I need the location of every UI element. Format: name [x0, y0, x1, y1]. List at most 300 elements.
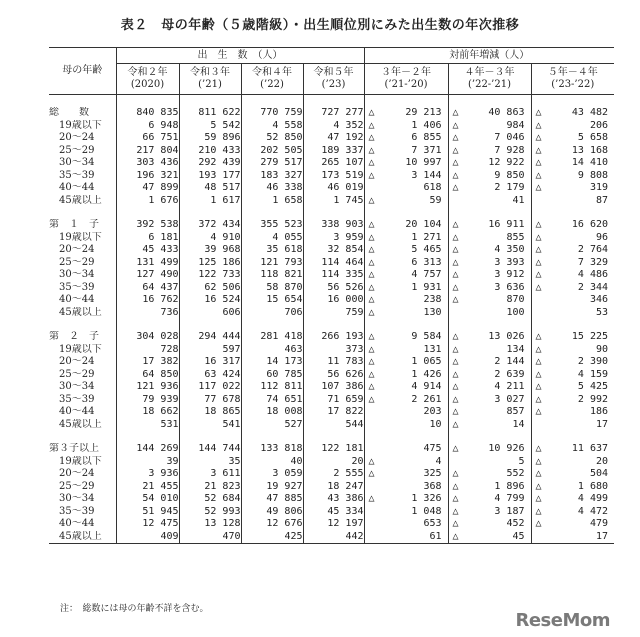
births-cell: 74 651 [241, 394, 303, 407]
change-value: 13 168 [571, 144, 609, 156]
births-cell: 840 835 [136, 107, 179, 118]
decrease-mark: △ [368, 169, 375, 181]
decrease-mark: △ [368, 132, 375, 143]
table-row [49, 232, 614, 245]
decrease-mark: △ [452, 244, 459, 255]
row-label: 30～34 [49, 269, 116, 282]
decrease-mark: △ [535, 443, 542, 454]
births-cell: 355 523 [241, 219, 303, 232]
change-cell [364, 170, 448, 183]
change-cell [364, 269, 448, 282]
decrease-mark: △ [535, 281, 542, 293]
decrease-mark: △ [368, 256, 375, 268]
table-row [49, 257, 614, 270]
year-header: 令和５年 (’23) [303, 64, 364, 95]
change-cell [531, 381, 614, 394]
decrease-mark: △ [452, 281, 459, 293]
change-value: 20 [595, 455, 609, 467]
decrease-mark: △ [535, 256, 542, 268]
spacer-cell [49, 319, 116, 331]
row-label: 40～44 [49, 518, 116, 531]
change-cell [531, 468, 614, 481]
change-value: 1 406 [411, 119, 442, 131]
births-cell: 196 321 [136, 169, 179, 181]
spacer-cell [364, 431, 448, 443]
change-value: 618 [423, 182, 442, 193]
row-label: 第 １ 子 [49, 219, 116, 232]
spacer-cell [364, 95, 448, 108]
spacer-cell [448, 431, 531, 443]
row-label: 45歳以上 [49, 419, 116, 432]
births-cell: 392 538 [136, 219, 179, 230]
change-cell [531, 531, 614, 544]
change-cell [448, 369, 531, 382]
decrease-mark: △ [368, 231, 375, 243]
table-row [49, 120, 614, 133]
births-cell: 4 558 [241, 120, 303, 133]
births-cell: 338 903 [303, 219, 364, 232]
decrease-mark: △ [535, 393, 542, 405]
decrease-mark: △ [535, 480, 542, 492]
change-cell [448, 145, 531, 158]
decrease-mark: △ [368, 281, 375, 293]
change-cell [531, 132, 614, 145]
change-value: 45 [512, 530, 525, 542]
decrease-mark: △ [535, 343, 542, 355]
change-cell [531, 232, 614, 245]
change-cell [364, 468, 448, 481]
births-cell: 52 850 [241, 132, 303, 145]
decrease-mark: △ [368, 294, 375, 305]
births-cell: 265 107 [303, 157, 364, 170]
births-cell: 4 055 [241, 232, 303, 245]
births-cell: 39 968 [179, 244, 241, 257]
births-cell: 63 424 [179, 369, 241, 382]
births-cell: 202 505 [241, 145, 303, 158]
change-header: ３年－２年 (’21-’20) [364, 64, 448, 95]
decrease-mark: △ [368, 331, 375, 342]
change-value: 653 [423, 518, 442, 529]
row-label: 35～39 [49, 394, 116, 407]
births-cell: 35 [179, 456, 241, 469]
change-cell [448, 456, 531, 469]
row-label: 45歳以上 [49, 531, 116, 544]
births-cell: 6 948 [148, 119, 179, 131]
decrease-mark: △ [535, 157, 542, 168]
change-cell [364, 132, 448, 145]
change-cell [364, 294, 448, 307]
row-label: 35～39 [49, 170, 116, 183]
year-header: 令和３年 (’21) [179, 64, 241, 95]
change-value: 20 104 [405, 219, 442, 230]
change-cell [364, 506, 448, 519]
table-row [49, 493, 614, 506]
change-value: 10 [429, 418, 442, 430]
births-cell: 133 818 [241, 443, 303, 456]
change-cell [448, 344, 531, 357]
births-cell: 112 811 [241, 381, 303, 394]
decrease-mark: △ [535, 505, 542, 517]
change-value: 87 [595, 194, 609, 206]
decrease-mark: △ [368, 493, 375, 504]
change-cell [364, 195, 448, 208]
change-cell [531, 182, 614, 195]
change-value: 43 482 [571, 107, 609, 118]
change-cell [531, 443, 614, 456]
change-cell [531, 406, 614, 419]
change-value: 6 855 [411, 132, 442, 143]
decrease-mark: △ [368, 144, 375, 156]
change-cell [531, 419, 614, 432]
spacer-cell [116, 95, 179, 108]
decrease-mark: △ [535, 132, 542, 143]
change-value: 325 [423, 468, 442, 479]
change-cell [364, 120, 448, 133]
births-cell: 144 269 [136, 443, 179, 454]
births-cell: 18 865 [179, 406, 241, 419]
decrease-mark: △ [368, 119, 375, 131]
change-value: 4 757 [411, 269, 442, 280]
spacer-cell [179, 207, 241, 219]
table-row [49, 195, 614, 208]
change-value: 16 620 [571, 219, 609, 230]
group-spacer [49, 431, 614, 443]
births-cell: 122 181 [303, 443, 364, 456]
row-label-header: 母の年齢 [49, 48, 116, 95]
change-cell [448, 282, 531, 295]
births-cell: 811 622 [179, 107, 241, 120]
change-cell [448, 356, 531, 369]
change-cell [531, 157, 614, 170]
change-cell [531, 456, 614, 469]
decrease-mark: △ [452, 331, 459, 342]
births-cell: 266 193 [303, 331, 364, 344]
change-value: 100 [506, 306, 525, 318]
births-cell: 292 439 [179, 157, 241, 170]
change-value: 4 159 [577, 368, 609, 380]
change-cell [531, 195, 614, 208]
table-row [49, 157, 614, 170]
change-value: 4 799 [494, 493, 525, 504]
decrease-mark: △ [535, 107, 542, 118]
births-cell: 217 804 [136, 144, 179, 156]
change-cell [448, 493, 531, 506]
change-value: 3 027 [494, 393, 525, 405]
decrease-mark: △ [452, 468, 459, 479]
births-cell: 54 010 [142, 493, 179, 504]
group-spacer [49, 95, 614, 108]
change-cell [531, 244, 614, 257]
births-cell: 16 000 [303, 294, 364, 307]
births-cell: 46 019 [303, 182, 364, 195]
change-value: 452 [506, 518, 525, 529]
table-row [49, 132, 614, 145]
table-row [49, 406, 614, 419]
table-row [49, 182, 614, 195]
change-cell [448, 506, 531, 519]
change-value: 9 808 [577, 169, 609, 181]
change-cell [364, 307, 448, 320]
table-header [49, 48, 614, 95]
spacer-cell [179, 319, 241, 331]
spacer-cell [531, 95, 614, 108]
births-cell: 64 850 [142, 368, 179, 380]
births-cell: 125 186 [179, 257, 241, 270]
decrease-mark: △ [535, 269, 542, 280]
births-cell: 279 517 [241, 157, 303, 170]
decrease-mark: △ [368, 468, 375, 479]
spacer-cell [364, 207, 448, 219]
births-cell: 463 [241, 344, 303, 357]
births-cell: 122 733 [179, 269, 241, 282]
change-cell [448, 182, 531, 195]
decrease-mark: △ [452, 157, 459, 168]
births-cell: 531 [160, 418, 179, 430]
change-value: 6 313 [411, 256, 442, 268]
spacer-cell [49, 431, 116, 443]
spacer-cell [241, 95, 303, 108]
decrease-mark: △ [452, 219, 459, 230]
change-value: 368 [423, 480, 442, 492]
decrease-mark: △ [368, 343, 375, 355]
change-value: 479 [589, 518, 609, 529]
decrease-mark: △ [535, 219, 542, 230]
footnote: 注： 総数には母の年齢不詳を含む。 [60, 604, 209, 614]
births-cell: 189 337 [303, 145, 364, 158]
change-cell [448, 132, 531, 145]
change-value: 90 [595, 343, 609, 355]
births-cell: 40 [241, 456, 303, 469]
change-cell [531, 257, 614, 270]
spacer-cell [531, 207, 614, 219]
births-cell: 47 885 [241, 493, 303, 506]
births-cell: 117 022 [179, 381, 241, 394]
row-label: 25～29 [49, 369, 116, 382]
change-value: 870 [506, 294, 525, 305]
row-label: 30～34 [49, 381, 116, 394]
row-label: 25～29 [49, 257, 116, 270]
decrease-mark: △ [452, 107, 459, 118]
births-cell: 409 [116, 531, 179, 544]
births-cell: 606 [179, 307, 241, 320]
table-row [49, 443, 614, 456]
births-cell: 48 517 [179, 182, 241, 195]
change-value: 29 213 [405, 107, 442, 118]
year-header: 令和４年 (’22) [241, 64, 303, 95]
births-cell: 56 626 [303, 369, 364, 382]
decrease-mark: △ [452, 169, 459, 181]
decrease-mark: △ [452, 393, 459, 405]
decrease-mark: △ [452, 343, 459, 355]
change-cell [364, 145, 448, 158]
change-cell [364, 406, 448, 419]
change-cell [364, 219, 448, 232]
change-cell [448, 406, 531, 419]
change-value: 53 [595, 306, 609, 318]
change-cell [531, 282, 614, 295]
change-cell [364, 232, 448, 245]
change-cell [531, 369, 614, 382]
births-cell: 17 382 [142, 356, 179, 367]
births-cell: 46 338 [241, 182, 303, 195]
change-cell [531, 481, 614, 494]
births-cell: 736 [160, 306, 179, 318]
change-value: 7 329 [577, 256, 609, 268]
change-value: 5 658 [577, 132, 609, 143]
decrease-mark: △ [452, 119, 459, 131]
row-label: 第３子以上 [49, 443, 116, 456]
births-cell: 16 317 [179, 356, 241, 369]
change-value: 17 [595, 418, 609, 430]
change-cell [531, 269, 614, 282]
births-cell: 425 [241, 531, 303, 544]
change-value: 5 465 [411, 244, 442, 255]
births-cell: 527 [241, 419, 303, 432]
spacer-cell [531, 431, 614, 443]
births-cell: 21 455 [142, 480, 179, 492]
row-label: 40～44 [49, 182, 116, 195]
change-cell [364, 257, 448, 270]
births-cell: 131 499 [136, 256, 179, 268]
births-cell: 1 617 [179, 195, 241, 208]
births-cell: 12 475 [142, 518, 179, 529]
change-cell [531, 120, 614, 133]
change-value: 346 [589, 294, 609, 305]
table-row [49, 107, 614, 120]
change-value: 1 896 [494, 480, 525, 492]
births-table [49, 47, 614, 544]
change-value: 3 636 [494, 281, 525, 293]
decrease-mark: △ [535, 518, 542, 529]
change-value: 4 914 [411, 381, 442, 392]
change-value: 1 326 [411, 493, 442, 504]
births-cell: 303 436 [136, 157, 179, 168]
change-value: 9 584 [411, 331, 442, 342]
decrease-mark: △ [368, 368, 375, 380]
change-value: 7 371 [411, 144, 442, 156]
group-spacer [49, 319, 614, 331]
births-cell: 14 173 [241, 356, 303, 369]
change-cell [364, 381, 448, 394]
table-row [49, 331, 614, 344]
change-value: 2 179 [494, 182, 525, 193]
change-value: 3 912 [494, 269, 525, 280]
row-label: 20～24 [49, 132, 116, 145]
decrease-mark: △ [368, 381, 375, 392]
change-value: 2 764 [577, 244, 609, 255]
births-cell: 4 910 [179, 232, 241, 245]
change-value: 13 026 [488, 331, 525, 342]
spacer-cell [179, 95, 241, 108]
spacer-cell [448, 95, 531, 108]
change-cell [364, 443, 448, 456]
decrease-mark: △ [368, 455, 375, 467]
change-value: 857 [506, 406, 525, 417]
change-cell [531, 107, 614, 120]
decrease-mark: △ [452, 132, 459, 143]
change-header: ４年－３年 (’22-’21) [448, 64, 531, 95]
row-label: 25～29 [49, 481, 116, 494]
births-cell: 727 277 [303, 107, 364, 120]
decrease-mark: △ [452, 530, 459, 542]
births-cell: 173 519 [303, 170, 364, 183]
births-cell: 56 526 [303, 282, 364, 295]
row-label: 35～39 [49, 506, 116, 519]
change-value: 1 048 [411, 505, 442, 517]
births-cell: 51 945 [142, 505, 179, 517]
change-value: 2 261 [411, 393, 442, 405]
row-label: 25～29 [49, 145, 116, 158]
decrease-mark: △ [452, 518, 459, 529]
change-cell [448, 419, 531, 432]
births-cell: 1 676 [148, 194, 179, 206]
births-cell: 114 464 [303, 257, 364, 270]
row-label: 19歳以下 [49, 232, 116, 245]
births-cell: 2 555 [303, 468, 364, 481]
row-label: 30～34 [49, 493, 116, 506]
change-value: 1 065 [411, 356, 442, 367]
change-value: 206 [589, 119, 609, 131]
births-cell: 47 192 [303, 132, 364, 145]
decrease-mark: △ [535, 182, 542, 193]
births-cell: 3 936 [148, 468, 179, 479]
change-value: 11 637 [571, 443, 609, 454]
births-group-header: 出 生 数 （人） [116, 48, 364, 64]
change-value: 41 [512, 194, 525, 206]
change-value: 4 350 [494, 244, 525, 255]
births-cell: 79 939 [142, 393, 179, 405]
change-value: 4 499 [577, 493, 609, 504]
spacer-cell [531, 319, 614, 331]
decrease-mark: △ [452, 256, 459, 268]
decrease-mark: △ [368, 157, 375, 168]
table-row [49, 219, 614, 232]
change-cell [448, 394, 531, 407]
table-row [49, 518, 614, 531]
decrease-mark: △ [535, 244, 542, 255]
decrease-mark: △ [452, 480, 459, 492]
births-cell: 1 658 [241, 195, 303, 208]
births-cell: 127 490 [136, 269, 179, 280]
decrease-mark: △ [368, 306, 375, 318]
change-value: 61 [429, 530, 442, 542]
change-value: 10 997 [405, 157, 442, 168]
births-cell: 17 822 [303, 406, 364, 419]
change-cell [448, 269, 531, 282]
change-cell [531, 518, 614, 531]
decrease-mark: △ [535, 381, 542, 392]
births-cell: 6 181 [148, 231, 179, 243]
spacer-cell [241, 431, 303, 443]
change-cell [448, 170, 531, 183]
change-value: 17 [595, 530, 609, 542]
decrease-mark: △ [535, 169, 542, 181]
births-cell: 5 542 [179, 120, 241, 133]
change-value: 504 [589, 468, 609, 479]
decrease-mark: △ [452, 418, 459, 430]
change-cell [448, 244, 531, 257]
spacer-cell [49, 207, 116, 219]
decrease-mark: △ [452, 381, 459, 392]
births-cell: 4 352 [303, 120, 364, 133]
decrease-mark: △ [452, 182, 459, 193]
change-cell [448, 331, 531, 344]
change-value: 4 211 [494, 381, 525, 392]
table-row [49, 394, 614, 407]
births-cell: 107 386 [303, 381, 364, 394]
change-value: 40 863 [488, 107, 525, 118]
table-row [49, 145, 614, 158]
